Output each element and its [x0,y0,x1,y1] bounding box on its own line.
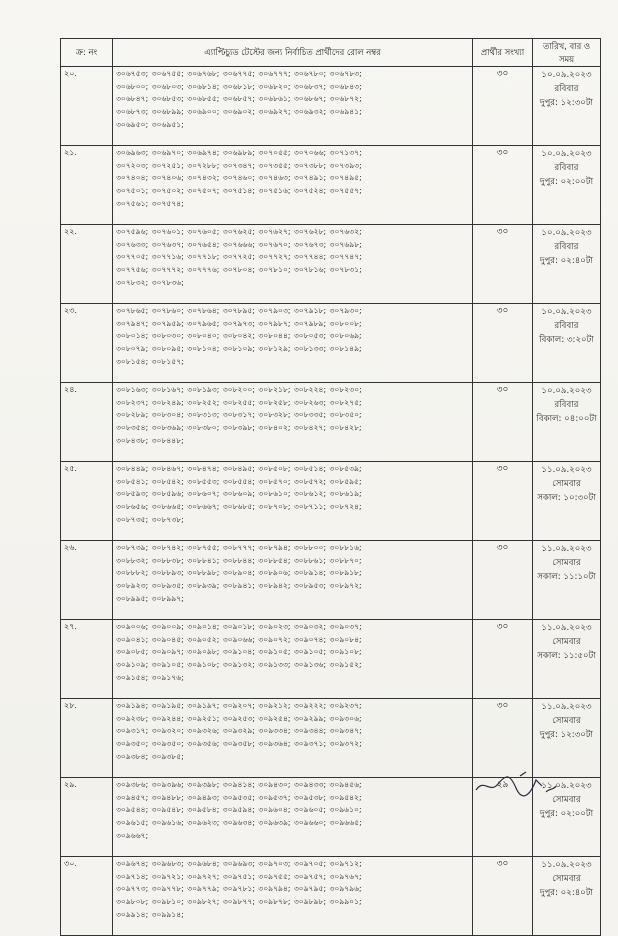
serial-number: ২০. [61,67,113,146]
roll-number-line: ৩০৯০০৬; ৩০৯০০৯; ৩০৯০১৪; ৩০৯০১৮; ৩০৯০২৩; ৩০৯০৩২; ৩০৯০৩৭; [116,622,362,632]
roll-numbers-cell [113,462,473,541]
header-date-day-time: তারিখ, বার ও সময় [533,39,601,67]
schedule-day: রবিবার [554,242,579,253]
schedule-day: রবিবার [554,84,579,95]
table-row [61,225,601,304]
serial-number: ২২. [61,225,113,304]
schedule-time: দুপুর: ০২:৪০টা [539,888,594,899]
roll-number-line: ৩০৯৩৮৪; ৩০৯৩৮৫; [116,751,184,761]
schedule-day: সোমবার [552,479,581,490]
roll-number-line: ৩০৭৫০১; ৩০৭৫০২; ৩০৭৫০৭; ৩০৭৫১৪; ৩০৭৫১৬; ৩০৭৫২৪; ৩০৭৫৫৭; [116,185,362,195]
roll-number-line: ৩০৯৭১৪; ৩০৯৭২১; ৩০৯৭২৭; ৩০৯৭৫১; ৩০৯৭৫৫; ৩০৯৭৫৭; ৩০৯৭৬৭; [116,871,362,881]
roll-number-line: ৩০৮৪৪৯; ৩০৮৪৬৭; ৩০৮৪৭৪; ৩০৮৪৯৫; ৩০৮৫০৮; ৩০৮৫১৪; ৩০৮৫৩৯; [116,464,362,474]
schedule-time: সকাল: ১১:১০টা [537,572,596,583]
roll-number-table [60,38,601,936]
roll-number-line: ৩০৯০৮৫; ৩০৯০৯৭; ৩০৯০৯৮; ৩০৯১০৪; ৩০৯১০৫; ৩০৯১০৫; ৩০৯১০৮; [116,647,362,657]
roll-number-line: ৩০৮৫৯৩; ৩০৮৫৯৬; ৩০৮৬০৭; ৩০৮৬০৯; ৩০৮৬১০; ৩০৮৬১২; ৩০৮৬১৯; [116,489,362,499]
table-header-row [61,39,601,67]
schedule-day: সোমবার [552,795,581,806]
schedule-day: রবিবার [554,321,579,332]
schedule-date: ১১.০৯.২০২৩ [541,623,592,634]
schedule-time: দুপুর: ০২:৪০টা [539,256,594,267]
roll-number-line: ৩০৮৮৩২; ৩০৮৮৩৮; ৩০৮৮৪১; ৩০৮৮৪৪; ৩০৮৮৫৪; ৩০৮৮৬১; ৩০৮৮৭০; [116,555,362,565]
schedule-time: সকাল: ১০:৩০টা [537,493,596,504]
table-row [61,146,601,225]
schedule-cell [533,857,601,936]
roll-number-line: ৩০৯৩৫০; ৩০৯৩৫০; ৩০৯৩৫৬; ৩০৯৩৫৮; ৩০৯৩৬৪; ৩০৯৩৭১; ৩০৯৩৭২; [116,738,362,748]
table-row [61,857,601,936]
schedule-day: রবিবার [554,400,579,411]
table-row [61,620,601,699]
roll-number-line: ৩০৬৮০০; ৩০৬৮০৩; ৩০৬৮১৪; ৩০৬৮১৮; ৩০৬৮২০; ৩০৬৮৩৭; ৩০৬৮৪৩; [116,81,362,91]
roll-number-line: ৩০৬৯৫০; ৩০৬৯৫১; [116,119,184,129]
serial-number: ৩০. [61,857,113,936]
roll-number-line: ৩০৭৮৬৫; ৩০৭৮৬০; ৩০৭৮৬৪; ৩০৭৮৯৫; ৩০৭৯০৩; ৩০৭৯১৮; ৩০৭৯৩০; [116,306,362,316]
candidate-count: ২৯ [473,778,533,857]
roll-number-line: ৩০৮৭৩৫; ৩০৮৭৩৮; [116,514,184,524]
roll-number-line: ৩০৮২৩৭; ৩০৮২৪৯; ৩০৮২৫২; ৩০৮২৫৫; ৩০৮২৫৮; ৩০৮২৬৩; ৩০৮২৭৫; [116,397,362,407]
schedule-date: ১০.০৯.২০২৩ [541,386,592,397]
roll-number-line: ৩০৯০৪১; ৩০৯০৪৫; ৩০৯০৫২; ৩০৯০৬৬; ৩০৯০৭২; ৩০৯০৭৪; ৩০৯০৮৪; [116,634,362,644]
roll-number-line: ৩০৯৬৭৪; ৩০৯৬৮৩; ৩০৯৬৮৪; ৩০৯৬৯৩; ৩০৯৭০৩; ৩০৯৭০৫; ৩০৯৭১২; [116,859,362,869]
roll-number-line: ৩০৯১৯৪; ৩০৯১৯৫; ৩০৯১৯৭; ৩০৯২০৭; ৩০৯২১২; ৩০৯২২২; ৩০৯২৩৭; [116,701,362,711]
roll-numbers-cell [113,778,473,857]
schedule-cell [533,699,601,778]
roll-number-line: ৩০৭৪০৪; ৩০৭৪০৬; ৩০৭৪৩২; ৩০৭৪৬০; ৩০৭৪৬৩; ৩০৭৪৯১; ৩০৭৪৯৫; [116,173,362,183]
schedule-date: ১০.০৯.২০২৩ [541,307,592,318]
roll-number-line: ৩০৮১৬৩; ৩০৮১৬৭; ৩০৮১৯৩; ৩০৮২০০; ৩০৮২১৮; ৩০৮২২৪; ৩০৮২৩০; [116,385,362,395]
roll-numbers-cell [113,383,473,462]
roll-number-line: ৩০৯৮০৮; ৩০৯৮১০; ৩০৯৮২৭; ৩০৯৮৭৭; ৩০৯৮৭৮; ৩০৯৮৯৮; ৩০৯৯০১; [116,896,362,906]
schedule-date: ১১.০৯.২০২৩ [541,860,592,871]
serial-number: ২৮. [61,699,113,778]
header-candidate-count: প্রার্থীর সংখ্যা [473,39,533,67]
header-serial: ক্র: নং [61,39,113,67]
serial-number: ২৭. [61,620,113,699]
roll-number-line: ৩০৮১৫৪; ৩০৮১৫৭; [116,356,184,366]
serial-number: ২৯. [61,778,113,857]
schedule-date: ১০.০৯.২০২৩ [541,70,592,81]
schedule-day: সোমবার [552,637,581,648]
roll-number-line: ৩০৮৩৫৪; ৩০৮৩৬৯; ৩০৮৩৮০; ৩০৮৩৯৮; ৩০৮৪০২; ৩০৮৪২৭; ৩০৮৪২৮; [116,422,362,432]
roll-numbers-cell [113,699,473,778]
schedule-cell [533,541,601,620]
table-row [61,462,601,541]
table-row [61,67,601,146]
roll-number-line: ৩০৬৮৪৭; ৩০৬৮৫৩; ৩০৬৮৫৫; ৩০৬৮৫৭; ৩০৬৮৬১; ৩০৬৮৬৭; ৩০৬৮৭২; [116,94,362,104]
schedule-time: দুপুর: ০২:০০টা [539,809,594,820]
roll-number-line: ৩০৯৪৫৭; ৩০৯৪৮৮; ৩০৯৪৯৩; ৩০৯৫৩৫; ৩০৯৫৩৭; ৩০৯৫৩৮; ৩০৯৫৪২; [116,792,362,802]
roll-numbers-cell [113,146,473,225]
roll-number-line: ৩০৮৯৯৫; ৩০৮৯৯৭; [116,593,184,603]
roll-number-line: ৩০৮২৮৯; ৩০৮৩০৪; ৩০৮৩১৩; ৩০৮৩১৭; ৩০৮৩২৮; ৩০৮৩৩৫; ৩০৮৩৫০; [116,410,362,420]
roll-number-line: ৩০৭৭৫৬; ৩০৭৭৭২; ৩০৭৭৭৬; ৩০৭৮০৪; ৩০৭৮১০; ৩০৭৮১৬; ৩০৭৮৩১; [116,264,362,274]
schedule-cell [533,620,601,699]
roll-number-line: ৩০৭৫৯৬; ৩০৭৬০১; ৩০৭৬০৫; ৩০৭৬২৫; ৩০৭৬২৭; ৩০৭৬২৮; ৩০৭৬৩২; [116,227,362,237]
roll-number-line: ৩০৯৬১৫; ৩০৯৬১৬; ৩০৯৬২৩; ৩০৯৬৩৪; ৩০৯৬৩৯; ৩০৯৬৬০; ৩০৯৬৬৫; [116,817,362,827]
roll-number-line: ৩০৮০১৪; ৩০৮০৩০; ৩০৮০৪০; ৩০৮০৪২; ৩০৮০৪৪; ৩০৮০৫৩; ৩০৮০৬৯; [116,331,362,341]
schedule-time: সকাল: ১১:৫০টা [537,651,596,662]
roll-numbers-cell [113,857,473,936]
roll-number-line: ৩০৮৯২৩; ৩০৮৯৩৫; ৩০৮৯৩৯; ৩০৮৯৪১; ৩০৮৯৪২; ৩০৮৯৫৩; ৩০৮৯৭২; [116,580,362,590]
serial-number: ২১. [61,146,113,225]
candidate-count: ৩০ [473,304,533,383]
roll-number-line: ৩০৮৮৮২; ৩০৮৮৯৩; ৩০৮৮৯৮; ৩০৮৯০৪; ৩০৮৯০৬; ৩০৮৯১৪; ৩০৮৯১৮; [116,568,362,578]
schedule-cell [533,462,601,541]
serial-number: ২৩. [61,304,113,383]
roll-number-line: ৩০৭৮৩২; ৩০৭৮৩৬; [116,277,184,287]
schedule-cell [533,383,601,462]
roll-number-line: ৩০৬৭৫৩; ৩০৬৭৫৫; ৩০৬৭৬৮; ৩০৬৭৭৫; ৩০৬৭৭৭; ৩০৬৭৮০; ৩০৬৭৮৩; [116,69,362,79]
roll-number-line: ৩০৯৩৮৬; ৩০৯৩৯৬; ৩০৯৩৯৮; ৩০৯৪১৪; ৩০৯৪৩০; ৩০৯৪৩৩; ৩০৯৪৫৬; [116,780,362,790]
table-body [61,67,601,936]
schedule-time: বিকাল: ৩:২০টা [539,335,594,346]
candidate-count: ৩০ [473,620,533,699]
schedule-day: সোমবার [552,558,581,569]
roll-number-line: ৩০৮৭৩৯; ৩০৮৭৪২; ৩০৮৭৫৫; ৩০৮৭৭৭; ৩০৮৭৯৪; ৩০৮৮০০; ৩০৮৮১৬; [116,543,362,553]
candidate-count: ৩০ [473,146,533,225]
roll-numbers-cell [113,225,473,304]
schedule-date: ১১.০৯.২০২৩ [541,781,592,792]
roll-number-line: ৩০৯১০৯; ৩০৯১০৫; ৩০৯১০৮; ৩০৯১৩২; ৩০৯১৩৩; ৩০৯১৩৬; ৩০৯১৫২; [116,659,362,669]
roll-number-line: ৩০৯১৫৪; ৩০৯১৭৬; [116,672,184,682]
roll-numbers-cell [113,541,473,620]
roll-number-line: ৩০৯৯১৪; ৩০৯৯১৪; [116,909,184,919]
schedule-date: ১০.০৯.২০২৩ [541,228,592,239]
roll-number-line: ৩০৯৭৭৩; ৩০৯৭৭৮; ৩০৯৭৭৯; ৩০৯৭৮১; ৩০৯৭৯৪; ৩০৯৭৯৫; ৩০৯৭৯৬; [116,884,362,894]
roll-number-line: ৩০৭২০৩; ৩০৭২৫১; ৩০৭২৮৮; ৩০৭৩৪৭; ৩০৭৩৫৫; ৩০৭৩৮৮; ৩০৭৩৯৩; [116,160,362,170]
roll-number-line: ৩০৭৫৬১; ৩০৭৫৭৪; [116,198,184,208]
schedule-time: দুপুর: ০২:০০টা [539,177,594,188]
serial-number: ২৪. [61,383,113,462]
roll-number-line: ৩০৯৬৬৭; [116,830,149,840]
roll-number-line: ৩০৬৯৬৩; ৩০৬৯৭০; ৩০৬৯৭৪; ৩০৬৯৮৯; ৩০৭০৫৫; ৩০৭০৬৬; ৩০৭১৩৭; [116,148,362,158]
roll-number-line: ৩০৯৩১৭; ৩০৯৩২০; ৩০৯৩২৬; ৩০৯৩২৯; ৩০৯৩৩৪; ৩০৯৩৪৪; ৩০৯৩৪৭; [116,726,362,736]
roll-number-line: ৩০৭৯৪৭; ৩০৭৯৫৯; ৩০৭৯৬৫; ৩০৭৯৭৩; ৩০৭৯৮৭; ৩০৭৯৮৯; ৩০৮০০৮; [116,318,362,328]
schedule-date: ১১.০৯.২০২৩ [541,702,592,713]
schedule-cell [533,304,601,383]
roll-number-line: ৩০৭৬৩৩; ৩০৭৬৩৭; ৩০৭৬৫৪; ৩০৭৬৬৬; ৩০৭৬৭০; ৩০৭৬৭৩; ৩০৭৬৯৮; [116,239,362,249]
roll-numbers-cell [113,304,473,383]
roll-number-line: ৩০৭৭০৫; ৩০৭৭১৬; ৩০৭৭১৮; ৩০৭৭২৫; ৩০৭৭২৭; ৩০৭৭৪৪; ৩০৭৭৪৭; [116,252,362,262]
schedule-day: সোমবার [552,874,581,885]
candidate-count: ৩০ [473,541,533,620]
schedule-date: ১০.০৯.২০২৩ [541,149,592,160]
schedule-cell [533,225,601,304]
serial-number: ২৫. [61,462,113,541]
roll-number-line: ৩০৯৫৪৪; ৩০৯৫৪৮; ৩০৯৫৮৪; ৩০৯৫৯৪; ৩০৯৬০৪; ৩০৯৬০৫; ৩০৯৬১০; [116,805,362,815]
candidate-count: ৩০ [473,462,533,541]
roll-numbers-cell [113,67,473,146]
schedule-cell [533,67,601,146]
schedule-time: দুপুর: ১২:৩০টা [539,98,594,109]
table-row [61,699,601,778]
schedule-cell [533,146,601,225]
roll-number-line: ৩০৮৪৩৮; ৩০৮৪৪৮; [116,435,184,445]
table-row [61,304,601,383]
table-row [61,383,601,462]
schedule-date: ১১.০৯.২০২৩ [541,544,592,555]
candidate-count: ৩০ [473,699,533,778]
candidate-count: ৩০ [473,857,533,936]
serial-number: ২৬. [61,541,113,620]
table-row [61,541,601,620]
schedule-date: ১১.০৯.২০২৩ [541,465,592,476]
roll-number-line: ৩০৮৫৪১; ৩০৮৫৪২; ৩০৮৫৫৩; ৩০৮৫৫৪; ৩০৮৫৭০; ৩০৮৫৭২; ৩০৮৫৯৫; [116,476,362,486]
candidate-count: ৩০ [473,225,533,304]
schedule-time: দুপুর: ১২:৩০টা [539,730,594,741]
roll-number-line: ৩০৮০৭৯; ৩০৮০৯৫; ৩০৮১০৪; ৩০৮১০৯; ৩০৮১২৯; ৩০৮১৩৩; ৩০৮১৪৯; [116,343,362,353]
schedule-day: রবিবার [554,163,579,174]
candidate-count: ৩০ [473,67,533,146]
roll-number-line: ৩০৯২৩৮; ৩০৯২৪৪; ৩০৯২৫১; ৩০৯২৫৩; ৩০৯২৫৪; ৩০৯২৯৯; ৩০৯৩০৬; [116,713,362,723]
schedule-day: সোমবার [552,716,581,727]
candidate-count: ৩০ [473,383,533,462]
signature-mark [470,768,560,798]
roll-numbers-cell [113,620,473,699]
roll-number-line: ৩০৮৬৫৬; ৩০৮৬৬৫; ৩০৮৬৬৭; ৩০৮৬৮৫; ৩০৮৭০৮; ৩০৮৭১১; ৩০৮৭২৪; [116,501,362,511]
roll-number-line: ৩০৬৮৭৩; ৩০৬৮৯৯; ৩০৬৯০০; ৩০৬৯০২; ৩০৬৯২৭; ৩০৬৯৩২; ৩০৬৯৪১; [116,106,362,116]
schedule-time: বিকাল: ০৪:০০টা [536,414,597,425]
header-roll-numbers: এ্যাপ্টিচ্যুড টেস্টের জন্য নির্বাচিত প্রার্থীদের রোল নম্বর [113,39,473,67]
